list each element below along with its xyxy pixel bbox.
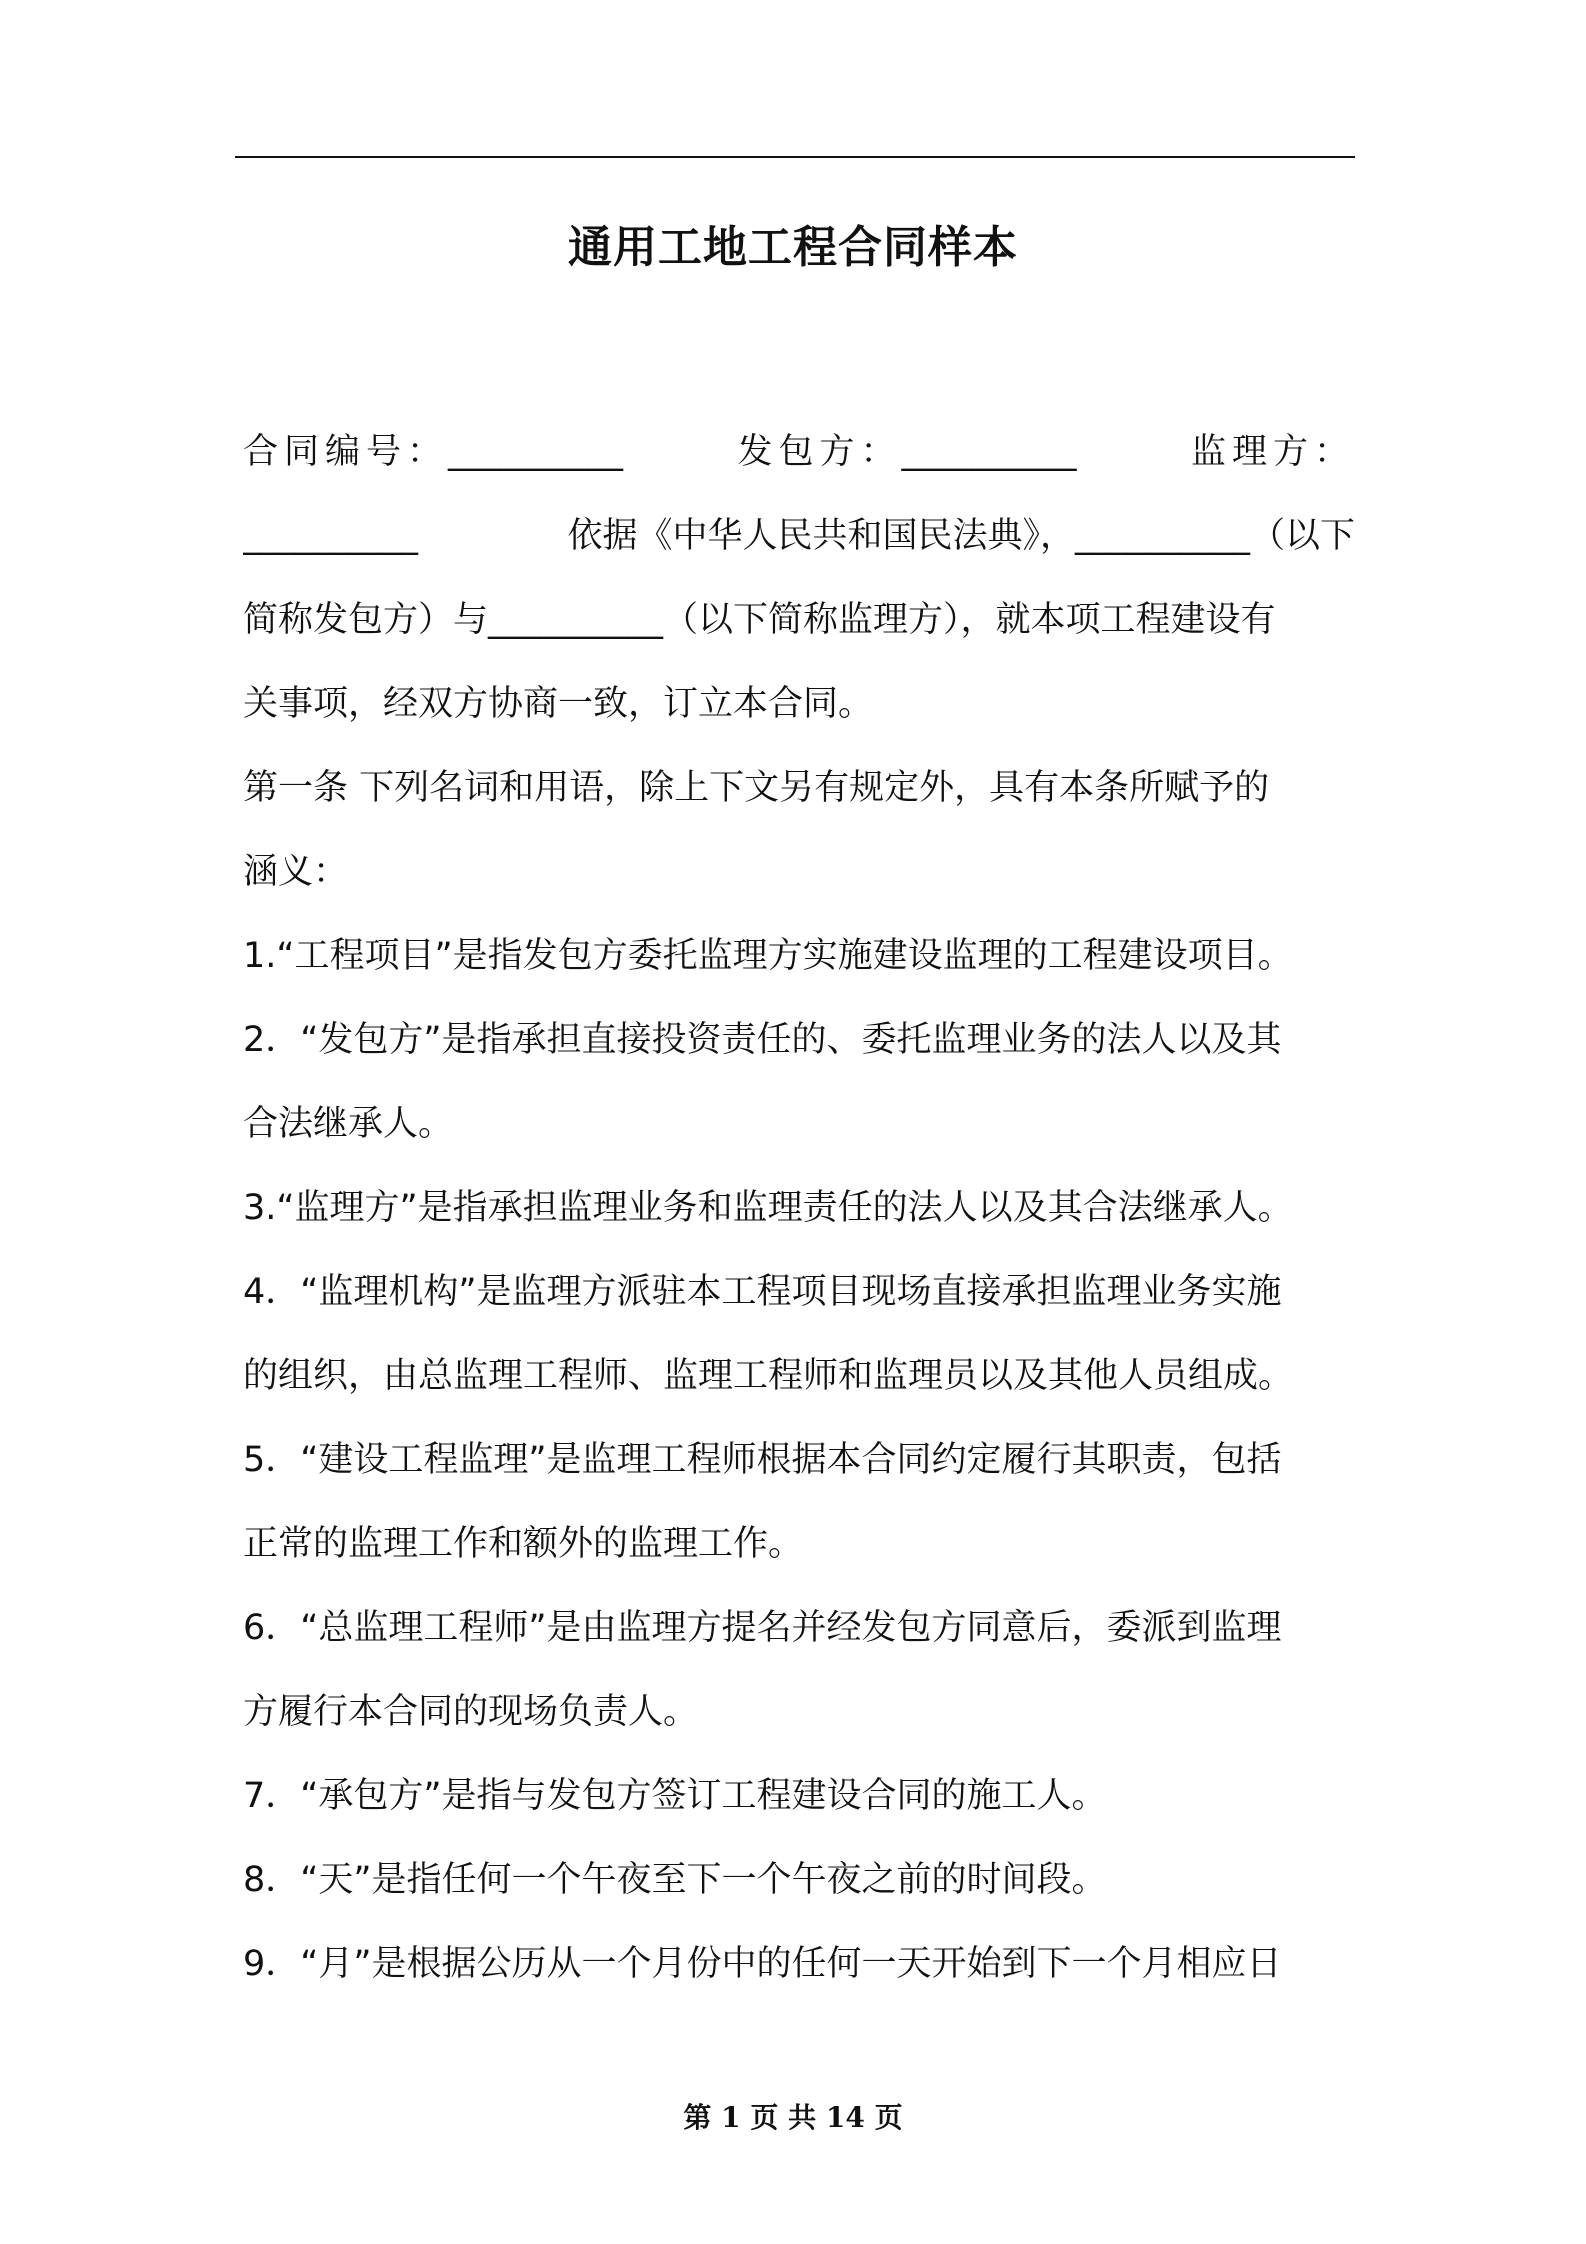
header-rule [235,156,1355,158]
contract-number-label: 合同编号： [243,432,449,472]
document-body [243,410,1355,2006]
body-line: 涵义： [243,852,349,892]
contract-fields-line [243,410,1355,494]
body-line: 第一条 下列名词和用语，除上下文另有规定外，具有本条所赋予的 [243,768,1270,808]
body-line: 8．“天”是指任何一个午夜至下一个午夜之前的时间段。 [243,1860,1107,1900]
employer-label: 发包方： [737,432,902,472]
body-line: 5．“建设工程监理”是监理工程师根据本合同约定履行其职责，包括 [243,1440,1282,1480]
body-line: 正常的监理工作和额外的监理工作。 [243,1524,804,1564]
body-line: 9．“月”是根据公历从一个月份中的任何一天开始到下一个月相应日 [243,1944,1282,1984]
body-line: 关事项，经双方协商一致，订立本合同。 [243,684,874,724]
supervisor-blank: __________ [243,516,418,556]
contract-number-blank: __________ [448,432,624,472]
body-line: 合法继承人。 [243,1104,454,1144]
body-line: 6．“总监理工程师”是由监理方提名并经发包方同意后，委派到监理 [243,1608,1282,1648]
employer-field [737,410,1076,494]
body-line-text: 依据《中华人民共和国民法典》，__________（以下 [567,516,1355,556]
supervisor-label: 监理方： [1190,432,1355,472]
body-line [243,494,1355,578]
employer-blank: __________ [901,432,1077,472]
document-title: 通用工地工程合同样本 [568,222,1018,273]
body-line: 简称发包方）与__________（以下简称监理方），就本项工程建设有 [243,600,1276,640]
page-number-footer: 第 1 页 共 14 页 [683,2101,903,2134]
body-line: 的组织，由总监理工程师、监理工程师和监理员以及其他人员组成。 [243,1356,1294,1396]
body-line: 7．“承包方”是指与发包方签订工程建设合同的施工人。 [243,1776,1107,1816]
body-line: 方履行本合同的现场负责人。 [243,1692,699,1732]
body-line: 1.“工程项目”是指发包方委托监理方实施建设监理的工程建设项目。 [243,936,1293,976]
contract-number-field [243,410,623,494]
body-line: 2．“发包方”是指承担直接投资责任的、委托监理业务的法人以及其 [243,1020,1282,1060]
body-line: 3.“监理方”是指承担监理业务和监理责任的法人以及其合法继承人。 [243,1188,1293,1228]
body-line: 4．“监理机构”是监理方派驻本工程项目现场直接承担监理业务实施 [243,1272,1282,1312]
